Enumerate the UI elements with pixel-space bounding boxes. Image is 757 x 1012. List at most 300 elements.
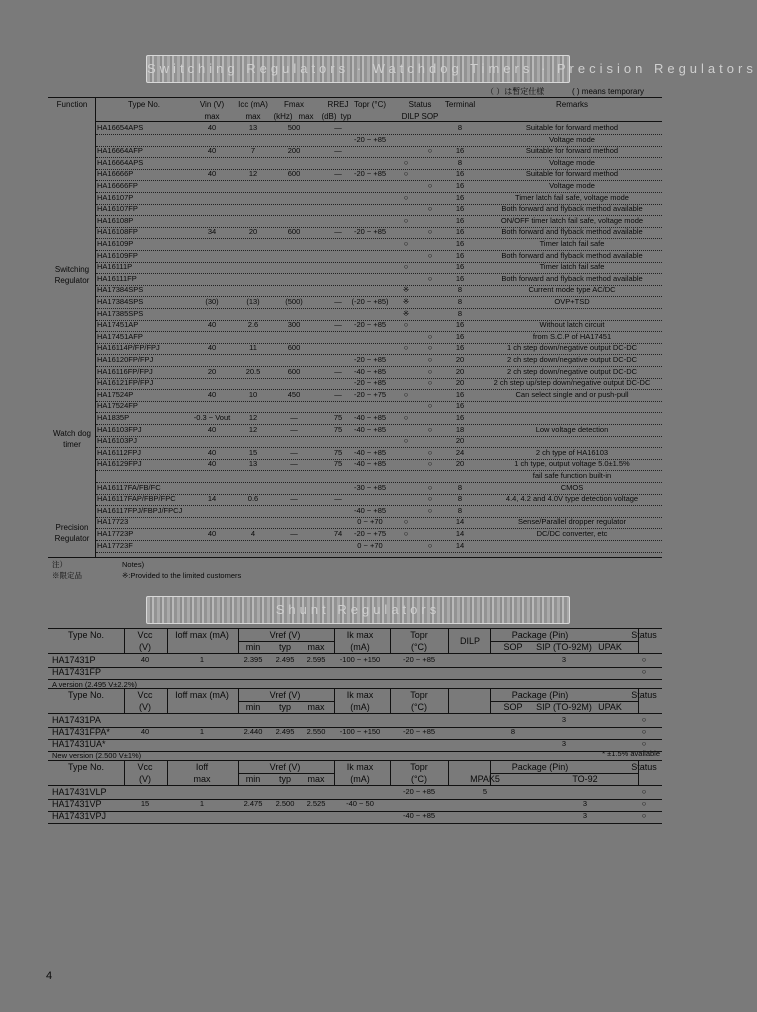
type-cell: HA16109FP bbox=[97, 250, 138, 260]
fmax-cell: — bbox=[290, 459, 298, 469]
type-cell: HA17451AP bbox=[97, 320, 139, 330]
header-topr: Topr bbox=[410, 630, 428, 640]
shunt-table-top-rule bbox=[48, 628, 662, 629]
note-2-en: ※:Provided to the limited customers bbox=[122, 571, 242, 580]
section-banner-1 bbox=[146, 55, 757, 83]
type-cell: HA17431FPA* bbox=[52, 727, 110, 737]
page-number: 4 bbox=[46, 970, 53, 982]
terminal-cell: 16 bbox=[455, 331, 465, 341]
type-cell: HA16129FPJ bbox=[97, 459, 142, 469]
rrej-cell: — bbox=[334, 389, 342, 399]
icc-cell: 20 bbox=[248, 227, 258, 237]
terminal-cell: 16 bbox=[455, 146, 465, 156]
shunt-col-rule bbox=[334, 688, 335, 713]
shunt-col-rule bbox=[334, 760, 335, 785]
header-vref: Vref (V) bbox=[269, 762, 301, 772]
terminal-cell: 20 bbox=[455, 459, 465, 469]
sop-status-cell: ○ bbox=[427, 505, 433, 515]
vref-typ-cell: 2.495 bbox=[275, 655, 295, 664]
header-max: max bbox=[307, 702, 325, 712]
vin-cell: 40 bbox=[207, 389, 217, 399]
shunt-row-rule bbox=[48, 823, 662, 824]
rrej-cell: — bbox=[334, 123, 342, 132]
status-cell: ○ bbox=[641, 727, 647, 736]
type-cell: HA16117FA/FB/FC bbox=[97, 482, 161, 492]
note-2: ※限定品 bbox=[52, 571, 82, 580]
terminal-cell: 18 bbox=[455, 424, 465, 434]
type-cell: HA16654APS bbox=[97, 123, 144, 132]
ioff-cell: 1 bbox=[199, 799, 205, 808]
ioff-cell: 1 bbox=[199, 655, 205, 664]
header-topr-unit: (°C) bbox=[410, 774, 428, 784]
sop-status-cell: ○ bbox=[427, 459, 433, 469]
shunt-col-rule bbox=[124, 628, 125, 653]
fmax-cell: (500) bbox=[285, 297, 303, 306]
header-min: min bbox=[245, 774, 261, 784]
rrej-cell: 74 bbox=[333, 529, 343, 538]
shunt-col-rule bbox=[167, 688, 168, 713]
icc-cell: 12 bbox=[248, 413, 258, 422]
header-vref: Vref (V) bbox=[269, 630, 301, 640]
shunt-row-rule bbox=[48, 667, 662, 668]
vin-cell: 40 bbox=[207, 343, 217, 353]
rrej-cell: — bbox=[334, 297, 342, 306]
shunt-col-rule bbox=[638, 688, 639, 713]
note-1-en: Notes) bbox=[122, 560, 145, 569]
vcc-cell: 40 bbox=[140, 655, 150, 664]
table1-header-bottom-rule bbox=[96, 121, 662, 122]
remarks-cell: 2 ch step down/negative output DC-DC bbox=[506, 366, 638, 376]
header-function: Function bbox=[56, 100, 88, 109]
remarks-cell: 2 ch step down/negative output DC-DC bbox=[506, 355, 638, 364]
vcc-cell: 40 bbox=[140, 727, 150, 736]
fmax-cell: — bbox=[290, 424, 298, 434]
header-upak: UPAK bbox=[598, 642, 622, 652]
sip-cell: 3 bbox=[561, 715, 567, 724]
sop-cell: 8 bbox=[510, 727, 516, 736]
terminal-cell: 16 bbox=[455, 273, 465, 283]
header-remarks: Remarks bbox=[555, 100, 589, 109]
group-switching: Switching bbox=[54, 265, 90, 274]
sop-status-cell: ○ bbox=[427, 204, 433, 214]
header-ioff: Ioff max (mA) bbox=[175, 630, 229, 640]
header-topr: Topr (°C) bbox=[353, 100, 387, 109]
sop-status-cell: ○ bbox=[427, 424, 433, 434]
rrej-cell: — bbox=[334, 494, 342, 504]
header-vin-sub: max bbox=[204, 112, 220, 121]
topr-cell: (-20 ~ +85) bbox=[351, 297, 389, 306]
shunt-col-rule bbox=[390, 628, 391, 653]
shunt-col-rule bbox=[448, 688, 449, 713]
status-cell: ○ bbox=[641, 715, 647, 724]
sop-status-cell: ○ bbox=[427, 273, 433, 283]
t2-note: A version (2.495 V±2.2%) bbox=[52, 680, 137, 689]
ik-cell: -40 ~ 50 bbox=[346, 799, 374, 808]
rrej-cell: 75 bbox=[333, 459, 343, 469]
header-type: Type No. bbox=[67, 690, 105, 700]
header-terminal: Terminal bbox=[444, 100, 476, 109]
terminal-cell: 16 bbox=[455, 413, 465, 422]
remarks-cell: Voltage mode bbox=[549, 134, 595, 144]
header-ioff: Ioff bbox=[195, 762, 209, 772]
remarks-cell: fail safe function built-in bbox=[532, 471, 612, 480]
remarks-cell: Both forward and flyback method available bbox=[501, 250, 643, 260]
remarks-cell: 2 ch step up/step down/negative output DC-DC bbox=[493, 378, 651, 388]
remarks-cell: Low voltage detection bbox=[535, 424, 609, 434]
terminal-cell: 14 bbox=[455, 517, 465, 527]
terminal-cell: 14 bbox=[455, 540, 465, 550]
header-status: Status bbox=[631, 630, 657, 640]
status-cell: ○ bbox=[641, 811, 647, 820]
topr-cell: -20 ~ +85 bbox=[353, 378, 387, 388]
type-cell: HA17431PA bbox=[52, 715, 101, 725]
dotted-rule bbox=[96, 552, 662, 553]
remarks-cell: Timer latch fail safe bbox=[539, 262, 605, 272]
terminal-cell: 8 bbox=[457, 297, 463, 306]
type-cell: HA16109P bbox=[97, 239, 134, 248]
topr-cell: -40 ~ +85 bbox=[353, 413, 387, 422]
header-topr: Topr bbox=[410, 690, 428, 700]
rrej-cell: — bbox=[334, 320, 342, 330]
package-sub-rule bbox=[490, 773, 638, 774]
header-sip: SIP (TO-92M) bbox=[536, 642, 592, 652]
fmax-cell: 300 bbox=[287, 320, 301, 330]
package-sub-rule bbox=[490, 701, 638, 702]
header-min: min bbox=[245, 702, 261, 712]
header-ik-unit: (mA) bbox=[350, 774, 370, 784]
header-typ: typ bbox=[278, 702, 292, 712]
dilp-status-cell: ○ bbox=[403, 389, 409, 399]
header-package: Package (Pin) bbox=[511, 762, 569, 772]
type-cell: HA17524FP bbox=[97, 401, 138, 411]
shunt-col-rule bbox=[238, 688, 239, 713]
status-cell: ○ bbox=[641, 667, 647, 676]
header-to92: TO-92 bbox=[572, 774, 598, 784]
terminal-cell: 8 bbox=[457, 285, 463, 295]
type-cell: HA16664AFP bbox=[97, 146, 143, 156]
type-cell: HA16666FP bbox=[97, 181, 138, 190]
header-ik: Ik max bbox=[346, 630, 374, 640]
vin-cell: 14 bbox=[207, 494, 217, 504]
header-fmax-sub2: max bbox=[298, 112, 314, 121]
header-ioff-unit: max bbox=[193, 774, 211, 784]
shunt-col-rule bbox=[638, 628, 639, 653]
sop-status-cell: ○ bbox=[427, 227, 433, 237]
terminal-cell: 16 bbox=[455, 192, 465, 202]
shunt-col-rule bbox=[334, 628, 335, 653]
t3-note: New version (2.500 V±1%) bbox=[52, 751, 142, 760]
terminal-cell: 20 bbox=[455, 366, 465, 376]
header-type: Type No. bbox=[127, 100, 161, 109]
icc-cell: 7 bbox=[250, 146, 256, 156]
terminal-cell: 20 bbox=[455, 355, 465, 364]
terminal-cell: 20 bbox=[455, 378, 465, 388]
topr-cell: -20 ~ +85 bbox=[402, 655, 436, 664]
dilp-status-cell: ○ bbox=[403, 517, 409, 527]
remarks-cell: Without latch circuit bbox=[539, 320, 605, 330]
type-cell: HA17384SPS bbox=[97, 297, 144, 306]
topr-cell: -20 ~ +85 bbox=[353, 355, 387, 364]
remarks-cell: Can select single and or push-pull bbox=[515, 389, 629, 399]
vin-cell: 40 bbox=[207, 459, 217, 469]
type-cell: HA17723P bbox=[97, 529, 134, 538]
terminal-cell: 16 bbox=[455, 262, 465, 272]
dilp-status-cell: ○ bbox=[403, 192, 409, 202]
type-cell: HA16120FP/FPJ bbox=[97, 355, 154, 364]
fmax-cell: — bbox=[290, 494, 298, 504]
table1-top-rule bbox=[48, 97, 662, 98]
header-mpak: MPAK5 bbox=[470, 774, 500, 784]
shunt-col-rule bbox=[238, 760, 239, 785]
remarks-cell: Timer latch fail safe bbox=[539, 239, 605, 248]
icc-cell: 12 bbox=[248, 169, 258, 179]
remarks-cell: Sense/Parallel dropper regulator bbox=[518, 517, 626, 527]
terminal-cell: 8 bbox=[457, 482, 463, 492]
remarks-cell: Both forward and flyback method available bbox=[501, 273, 643, 283]
group-watchdog-2: timer bbox=[63, 440, 81, 449]
shunt-row-rule bbox=[48, 739, 662, 740]
terminal-cell: 8 bbox=[457, 494, 463, 504]
ik-cell: -100 ~ +150 bbox=[339, 655, 381, 664]
status-cell: ○ bbox=[641, 799, 647, 808]
header-sop: SOP bbox=[503, 642, 523, 652]
vin-cell: 20 bbox=[207, 366, 217, 376]
vcc-cell: 15 bbox=[140, 799, 150, 808]
rrej-cell: — bbox=[334, 227, 342, 237]
header-icc-sub: max bbox=[245, 112, 261, 121]
type-cell: HA16108FP bbox=[97, 227, 138, 237]
remarks-cell: from S.C.P of HA17451 bbox=[532, 331, 612, 341]
table1-column-rule bbox=[95, 97, 96, 557]
legend-en: ( ) means temporary bbox=[572, 87, 645, 96]
shunt-col-rule bbox=[638, 760, 639, 785]
group-watchdog: Watch dog bbox=[53, 429, 91, 438]
terminal-cell: 8 bbox=[457, 157, 463, 167]
sop-status-cell: ○ bbox=[427, 401, 433, 411]
remarks-cell: Timer latch fail safe, voltage mode bbox=[515, 192, 629, 202]
terminal-cell: 16 bbox=[455, 239, 465, 248]
fmax-cell: — bbox=[290, 529, 298, 538]
type-cell: HA17451AFP bbox=[97, 331, 143, 341]
header-max: max bbox=[307, 642, 325, 652]
vref-max-cell: 2.550 bbox=[306, 727, 326, 736]
type-cell: HA1835P bbox=[97, 413, 130, 422]
vin-cell: 40 bbox=[207, 424, 217, 434]
group-precision: Precision bbox=[55, 523, 89, 532]
dilp-status-cell: ○ bbox=[403, 320, 409, 330]
type-cell: HA17385SPS bbox=[97, 308, 144, 318]
header-vcc: Vcc bbox=[137, 630, 153, 640]
dilp-status-cell: ○ bbox=[403, 239, 409, 248]
header-ioff: Ioff max (mA) bbox=[175, 690, 229, 700]
type-cell: HA17431VPJ bbox=[52, 811, 107, 821]
rrej-cell: — bbox=[334, 169, 342, 179]
terminal-cell: 20 bbox=[455, 436, 465, 446]
header-type: Type No. bbox=[67, 762, 105, 772]
type-cell: HA17431VLP bbox=[52, 787, 107, 797]
vref-sub-rule bbox=[238, 773, 334, 774]
remarks-cell: 1 ch type, output voltage 5.0±1.5% bbox=[514, 459, 630, 469]
shunt-col-rule bbox=[490, 688, 491, 713]
vref-sub-rule bbox=[238, 641, 334, 642]
mpak-cell: 5 bbox=[482, 787, 488, 796]
type-cell: HA16117FAP/FBP/FPC bbox=[97, 494, 176, 504]
vref-min-cell: 2.440 bbox=[243, 727, 263, 736]
terminal-cell: 16 bbox=[455, 215, 465, 225]
icc-cell: (13) bbox=[246, 297, 260, 306]
fmax-cell: 600 bbox=[287, 343, 301, 353]
vin-cell: (30) bbox=[205, 297, 219, 306]
shunt-col-rule bbox=[124, 760, 125, 785]
shunt-col-rule bbox=[124, 688, 125, 713]
topr-cell: -40 ~ +85 bbox=[402, 811, 436, 820]
remarks-cell: CMOS bbox=[560, 482, 584, 492]
terminal-cell: 14 bbox=[455, 529, 465, 538]
remarks-cell: OVP+TSD bbox=[554, 297, 590, 306]
icc-cell: 20.5 bbox=[245, 366, 261, 376]
shunt-table-header-rule bbox=[48, 785, 662, 786]
header-vcc-unit: (V) bbox=[139, 642, 151, 652]
type-cell: HA16117FPJ/FBPJ/FPCJ bbox=[97, 505, 183, 515]
vref-typ-cell: 2.495 bbox=[275, 727, 295, 736]
header-ik-unit: (mA) bbox=[350, 642, 370, 652]
header-vcc: Vcc bbox=[137, 762, 153, 772]
shunt-col-rule bbox=[390, 760, 391, 785]
fmax-cell: 450 bbox=[287, 389, 301, 399]
vin-cell: 40 bbox=[207, 320, 217, 330]
type-cell: HA17431VP bbox=[52, 799, 102, 809]
dilp-status-cell: ○ bbox=[403, 157, 409, 167]
shunt-col-rule bbox=[448, 760, 449, 785]
terminal-cell: 16 bbox=[455, 389, 465, 399]
shunt-row-rule bbox=[48, 679, 662, 680]
icc-cell: 0.6 bbox=[247, 494, 259, 504]
fmax-cell: 200 bbox=[287, 146, 301, 156]
type-cell: HA17431P bbox=[52, 655, 96, 665]
remarks-cell: Voltage mode bbox=[549, 181, 595, 190]
type-cell: HA16112FPJ bbox=[97, 447, 142, 457]
remarks-cell: Voltage mode bbox=[549, 157, 595, 167]
vref-max-cell: 2.595 bbox=[306, 655, 326, 664]
remarks-cell: Suitable for forward method bbox=[525, 169, 619, 179]
rrej-cell: — bbox=[334, 366, 342, 376]
type-cell: HA16107FP bbox=[97, 204, 138, 214]
header-rrej-sub2: typ bbox=[340, 112, 352, 121]
topr-cell: 0 ~ +70 bbox=[357, 517, 383, 527]
shunt-table-top-rule bbox=[48, 688, 662, 689]
header-topr-unit: (°C) bbox=[410, 702, 428, 712]
dotted-rule bbox=[96, 436, 662, 437]
type-cell: HA16103FPJ bbox=[97, 424, 142, 434]
fmax-cell: — bbox=[290, 447, 298, 457]
terminal-cell: 8 bbox=[457, 123, 463, 132]
topr-cell: -40 ~ +85 bbox=[353, 505, 387, 515]
header-ik: Ik max bbox=[346, 762, 374, 772]
type-cell: HA17431UA* bbox=[52, 739, 106, 749]
sop-status-cell: ○ bbox=[427, 181, 433, 190]
shunt-table-header-rule bbox=[48, 653, 662, 654]
type-cell: HA17723F bbox=[97, 540, 133, 550]
dilp-status-cell: ※ bbox=[402, 308, 410, 318]
remarks-cell: 1 ch step down/negative output DC-DC bbox=[506, 343, 638, 353]
fmax-cell: 600 bbox=[287, 169, 301, 179]
shunt-col-rule bbox=[238, 628, 239, 653]
remarks-cell: Both forward and flyback method available bbox=[501, 227, 643, 237]
header-package: Package (Pin) bbox=[511, 690, 569, 700]
header-fmax-sub1: (kHz) bbox=[273, 112, 293, 121]
group-precision-2: Regulator bbox=[54, 534, 90, 543]
header-typ: typ bbox=[278, 642, 292, 652]
header-ik-unit: (mA) bbox=[350, 702, 370, 712]
shunt-table-header-rule bbox=[48, 713, 662, 714]
sop-status-cell: ○ bbox=[427, 366, 433, 376]
banner-1-text: Switching Regulators · Watchdog Timers · Precision Regulators bbox=[147, 61, 757, 76]
vref-sub-rule bbox=[238, 701, 334, 702]
terminal-cell: 16 bbox=[455, 250, 465, 260]
topr-cell: -40 ~ +85 bbox=[353, 366, 387, 376]
terminal-cell: 16 bbox=[455, 181, 465, 190]
dotted-rule bbox=[96, 401, 662, 402]
status-cell: ○ bbox=[641, 655, 647, 664]
sop-status-cell: ○ bbox=[427, 355, 433, 364]
table1-bottom-rule bbox=[48, 557, 662, 558]
remarks-cell: 2 ch type of HA16103 bbox=[535, 447, 609, 457]
type-cell: HA16107P bbox=[97, 192, 134, 202]
header-topr: Topr bbox=[410, 762, 428, 772]
terminal-cell: 16 bbox=[455, 320, 465, 330]
type-cell: HA16116FP/FPJ bbox=[97, 366, 153, 376]
fmax-cell: 500 bbox=[287, 123, 301, 132]
icc-cell: 11 bbox=[249, 343, 257, 353]
sop-status-cell: ○ bbox=[427, 482, 433, 492]
terminal-cell: 8 bbox=[457, 308, 463, 318]
topr-cell: -20 ~ +85 bbox=[402, 787, 436, 796]
remarks-cell: DC/DC converter, etc bbox=[536, 529, 608, 538]
type-cell: HA16114P/FP/FPJ bbox=[97, 343, 160, 353]
ik-cell: -100 ~ +150 bbox=[339, 727, 381, 736]
dilp-status-cell: ○ bbox=[403, 529, 409, 538]
vref-max-cell: 2.525 bbox=[306, 799, 326, 808]
topr-cell: -20 ~ +85 bbox=[353, 134, 387, 144]
header-sop: SOP bbox=[503, 702, 523, 712]
note-1: 注） bbox=[52, 560, 67, 569]
sop-status-cell: ○ bbox=[427, 331, 433, 341]
header-typ: typ bbox=[278, 774, 292, 784]
type-cell: HA16103PJ bbox=[97, 436, 138, 446]
remarks-cell: Current mode type AC/DC bbox=[528, 285, 616, 295]
ioff-cell: 1 bbox=[199, 727, 205, 736]
banner-2-text: Shunt Regulators bbox=[275, 602, 441, 617]
header-vcc-unit: (V) bbox=[139, 702, 151, 712]
header-max: max bbox=[307, 774, 325, 784]
type-cell: HA16666P bbox=[97, 169, 134, 179]
shunt-col-rule bbox=[448, 628, 449, 653]
icc-cell: 4 bbox=[250, 529, 256, 538]
header-vcc: Vcc bbox=[137, 690, 153, 700]
remarks-cell: Both forward and flyback method available bbox=[501, 204, 643, 214]
shunt-col-rule bbox=[490, 760, 491, 785]
group-switching-2: Regulator bbox=[54, 276, 90, 285]
terminal-cell: 16 bbox=[455, 227, 465, 237]
dilp-status-cell: ○ bbox=[403, 413, 409, 422]
terminal-cell: 16 bbox=[455, 204, 465, 214]
icc-cell: 12 bbox=[248, 424, 258, 434]
terminal-cell: 8 bbox=[457, 505, 463, 515]
topr-cell: -40 ~ +85 bbox=[353, 447, 387, 457]
icc-cell: 10 bbox=[248, 389, 258, 399]
header-icc: Icc (mA) bbox=[238, 100, 268, 109]
legend-jp: （ ）は暫定仕様 bbox=[486, 87, 545, 96]
